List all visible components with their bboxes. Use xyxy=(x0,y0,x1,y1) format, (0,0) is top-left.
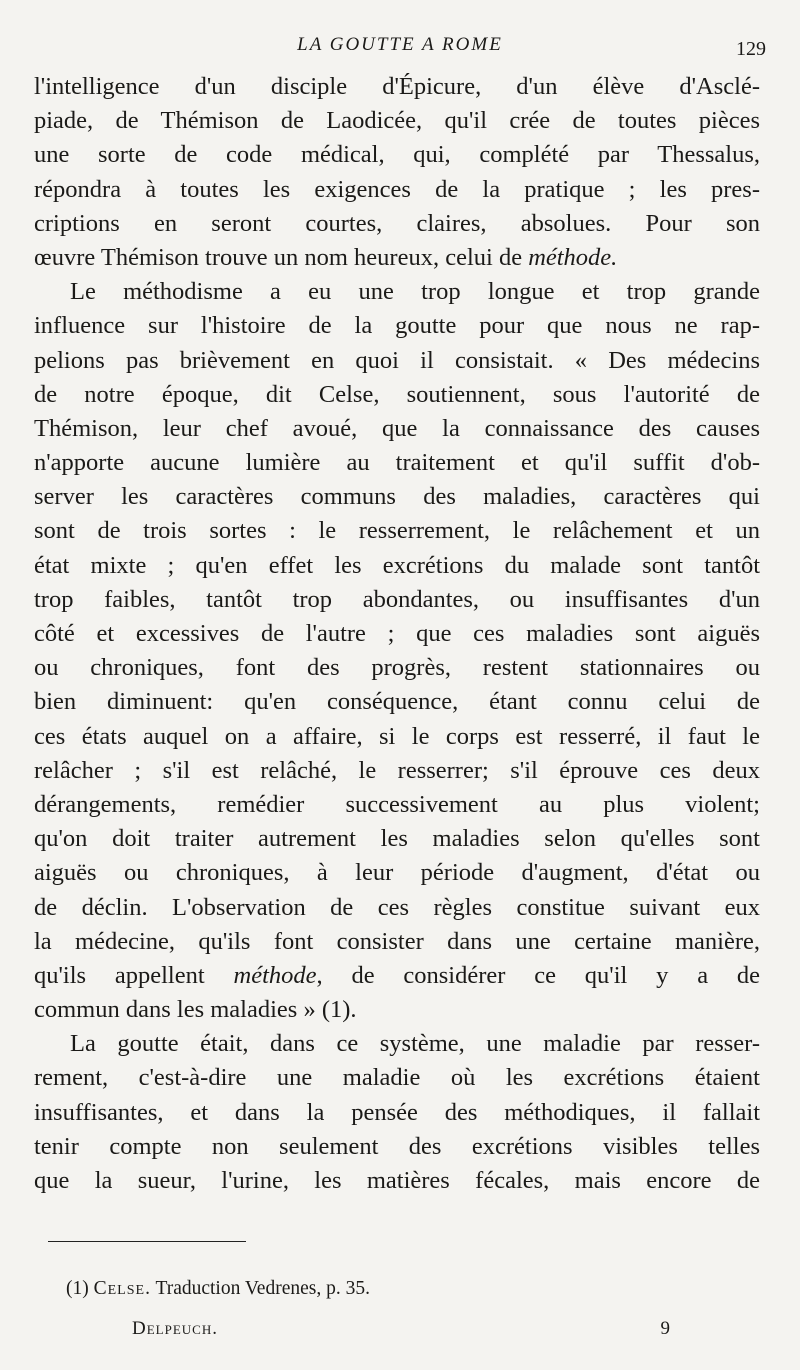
text-line: pelions pas brièvement en quoi il consistait. « Des médecins xyxy=(34,346,760,374)
text-span: œuvre Thémison trouve un nom heureux, celui de xyxy=(34,243,529,271)
italic-word: méthode. xyxy=(528,243,618,271)
text-line: répondra à toutes les exigences de la pratique ; les pres- xyxy=(34,175,760,203)
text-line: l'intelligence d'un disciple d'Épicure, d'un élève d'Asclé- xyxy=(34,73,760,100)
text-line: la médecine, qu'ils font consister dans une certaine manière, xyxy=(34,927,760,955)
text-line xyxy=(34,241,760,275)
text-line: Thémison, leur chef avoué, que la connaissance des causes xyxy=(34,414,760,442)
text-span: qu'ils appellent xyxy=(34,961,234,989)
page-header xyxy=(0,34,800,64)
text-line: sont de trois sortes : le resserrement, le relâchement et un xyxy=(34,517,760,545)
text-line: insuffisantes, et dans la pensée des méthodiques, il fallait xyxy=(34,1098,760,1126)
footnote xyxy=(66,1278,370,1300)
text-line: bien diminuent: qu'en conséquence, étant connu celui de xyxy=(34,688,760,716)
text-line: La goutte était, dans ce système, une maladie par resser- xyxy=(70,1030,760,1058)
text-span: , de considérer ce qu'il y a de xyxy=(316,961,760,989)
footnote-marker: (1) xyxy=(66,1278,89,1299)
text-line: de notre époque, dit Celse, soutiennent, sous l'autorité de xyxy=(34,380,760,408)
text-line: relâcher ; s'il est relâché, le resserrer; s'il éprouve ces deux xyxy=(34,756,760,784)
text-line: dérangements, remédier successivement au plus violent; xyxy=(34,790,760,818)
body-text xyxy=(34,70,760,1198)
text-line: côté et excessives de l'autre ; que ces maladies sont aiguës xyxy=(34,620,760,647)
text-line: server les caractères communs des maladies, caractères qui xyxy=(34,483,760,511)
text-line: aiguës ou chroniques, à leur période d'augment, d'état ou xyxy=(34,859,760,887)
text-line: piade, de Thémison de Laodicée, qu'il crée de toutes pièces xyxy=(34,107,760,135)
italic-word: méthode xyxy=(233,961,317,989)
page-number: 129 xyxy=(736,38,766,60)
signature-number: 9 xyxy=(660,1318,670,1339)
text-line: Le méthodisme a eu une trop longue et trop grande xyxy=(70,278,760,306)
text-line: qu'on doit traiter autrement les maladies selon qu'elles sont xyxy=(34,825,760,853)
footnote-author: Celse. xyxy=(93,1278,151,1299)
text-line: trop faibles, tantôt trop abondantes, ou insuffisantes d'un xyxy=(34,585,760,613)
text-line: rement, c'est-à-dire une maladie où les excrétions étaient xyxy=(34,1064,760,1092)
text-line: que la sueur, l'urine, les matières fécales, mais encore de xyxy=(34,1167,760,1194)
text-line: commun dans les maladies » (1). xyxy=(34,996,357,1024)
text-line xyxy=(34,959,760,993)
text-line: ces états auquel on a affaire, si le corps est resserré, il faut le xyxy=(34,722,760,750)
footnote-rule xyxy=(48,1241,246,1242)
printer-signature: Delpeuch. xyxy=(132,1318,218,1339)
text-line: criptions en seront courtes, claires, absolues. Pour son xyxy=(34,209,760,237)
footnote-text: Traduction Vedrenes, p. 35. xyxy=(155,1278,370,1299)
text-line: état mixte ; qu'en effet les excrétions du malade sont tantôt xyxy=(34,551,760,579)
text-line: tenir compte non seulement des excrétions visibles telles xyxy=(34,1132,760,1160)
text-line: une sorte de code médical, qui, complété par Thessalus, xyxy=(34,141,760,169)
running-title: LA GOUTTE A ROME xyxy=(297,34,503,55)
text-line: de déclin. L'observation de ces règles constitue suivant eux xyxy=(34,893,760,921)
text-line: influence sur l'histoire de la goutte pour que nous ne rap- xyxy=(34,312,760,340)
text-line: ou chroniques, font des progrès, restent stationnaires ou xyxy=(34,654,760,682)
text-line: n'apporte aucune lumière au traitement et qu'il suffit d'ob- xyxy=(34,449,760,477)
